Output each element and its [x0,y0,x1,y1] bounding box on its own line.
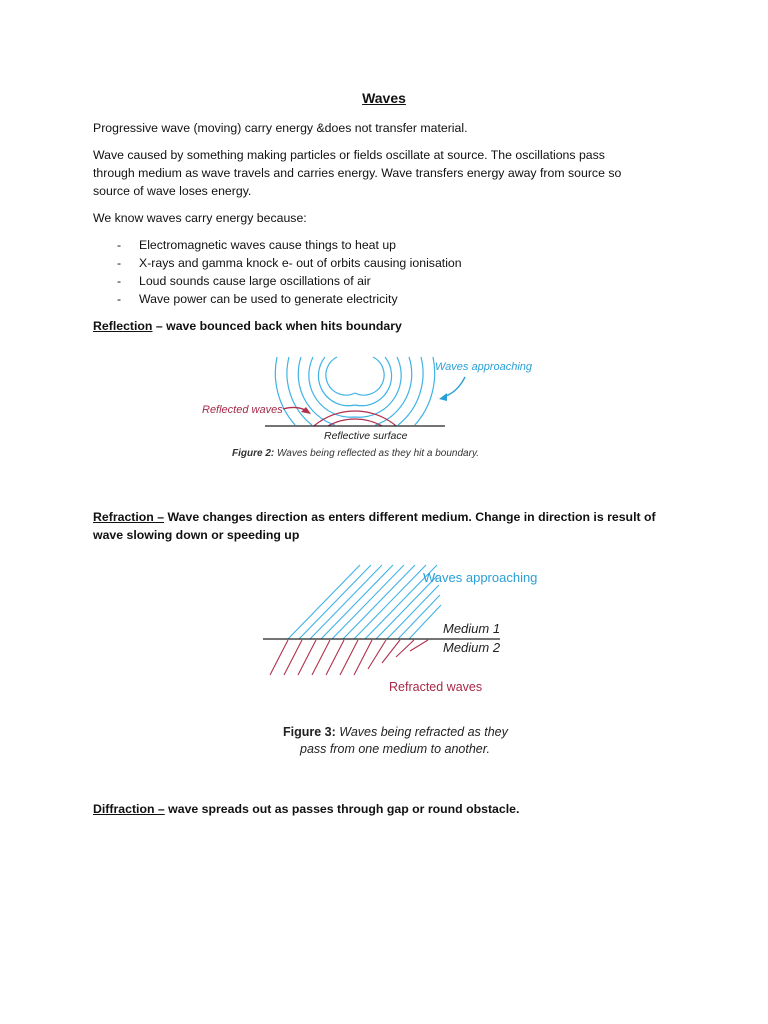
refracted-wavefronts [270,640,428,675]
approaching-wavefront [398,595,440,639]
list-item [93,254,653,272]
refracted-wavefront [284,640,302,675]
refraction-heading [93,508,693,544]
refracted-wavefront [312,640,330,675]
figure-3-caption-line-1 [283,725,509,739]
refracted-wavefront [270,640,288,675]
figure-3-caption-text: Waves being refracted as they [335,725,508,739]
approaching-wavefront [321,565,393,639]
refraction-term: Refraction – [93,510,165,524]
diffraction-heading [93,800,693,818]
approaching-arrowhead [439,393,447,401]
list-item-text: Wave power can be used to generate electricity [139,292,398,306]
oscillation-line-3: source of wave loses energy. [93,184,252,198]
list-bullet: - [117,274,122,288]
incident-wave-arc [298,357,411,425]
medium-1-label: Medium 1 [443,621,501,636]
refracted-waves-label: Refracted waves [389,680,483,694]
waves-approaching-label: Waves approaching [435,361,533,373]
incident-wave-arc [275,357,434,425]
evidence-list [93,236,653,308]
medium-2-label: Medium 2 [443,640,501,655]
incident-wave-arcs [275,357,434,425]
reflection-definition: – wave bounced back when hits boundary [152,319,402,333]
waves-approaching-label: Waves approaching [423,570,538,585]
reflective-surface-label: Reflective surface [324,430,408,442]
list-bullet: - [117,256,122,270]
reflected-waves-label: Reflected waves [202,404,283,416]
figure-2-caption-text: Waves being reflected as they hit a boundary. [274,448,479,459]
approaching-wavefront [288,565,360,639]
oscillation-line-2: through medium as wave travels and carries energy. Wave transfers energy away from source so [93,166,622,180]
approaching-wavefront [332,565,404,639]
refracted-wavefront [298,640,316,675]
approaching-wavefront [343,565,415,639]
list-item-text: Electromagnetic waves cause things to heat up [139,238,397,252]
list-item [93,236,653,254]
refraction-figure [250,555,570,760]
figure-2-caption [232,448,479,459]
figure-3-caption-line-2: pass from one medium to another. [300,742,490,756]
evidence-intro: We know waves carry energy because: [93,211,307,225]
approaching-wavefront [299,565,371,639]
approaching-wavefronts [288,565,441,639]
list-item-text: Loud sounds cause large oscillations of air [139,274,371,288]
list-item [93,272,653,290]
approaching-wavefront [387,585,439,639]
refracted-wavefront [354,640,372,675]
figure-3-caption-bold: Figure 3: [283,725,336,739]
refracted-wavefront [326,640,344,675]
refraction-definition-line-2: wave slowing down or speeding up [93,528,300,542]
reflected-wave-arcs [314,411,396,426]
list-item [93,290,653,308]
oscillation-paragraph [93,146,683,200]
reflection-heading [93,317,693,335]
incident-wave-arc [326,357,384,395]
page-title: Waves [362,90,406,106]
incident-wave-arc [287,357,423,425]
diffraction-definition: wave spreads out as passes through gap or round obstacle. [164,802,520,816]
refracted-wavefront [382,640,400,663]
figure-2-caption-bold: Figure 2: [232,448,275,459]
approaching-wavefront [310,565,382,639]
intro-paragraph: Progressive wave (moving) carry energy &does not transfer material. [93,121,468,135]
approaching-wavefront [354,565,426,639]
refracted-wavefront [340,640,358,675]
reflection-figure [195,355,555,465]
incident-wave-arc [309,357,401,417]
reflected-wave-arc [328,419,382,426]
list-item-text: X-rays and gamma knock e- out of orbits causing ionisation [139,256,462,270]
list-bullet: - [117,238,122,252]
refraction-definition-line-1: Wave changes direction as enters different medium. Change in direction is result of [164,510,656,524]
diffraction-term: Diffraction – [93,802,165,816]
reflection-term: Reflection [93,319,153,333]
refracted-wavefront [368,640,386,669]
oscillation-line-1: Wave caused by something making particles or fields oscillate at source. The oscillations pass [93,148,605,162]
list-bullet: - [117,292,122,306]
